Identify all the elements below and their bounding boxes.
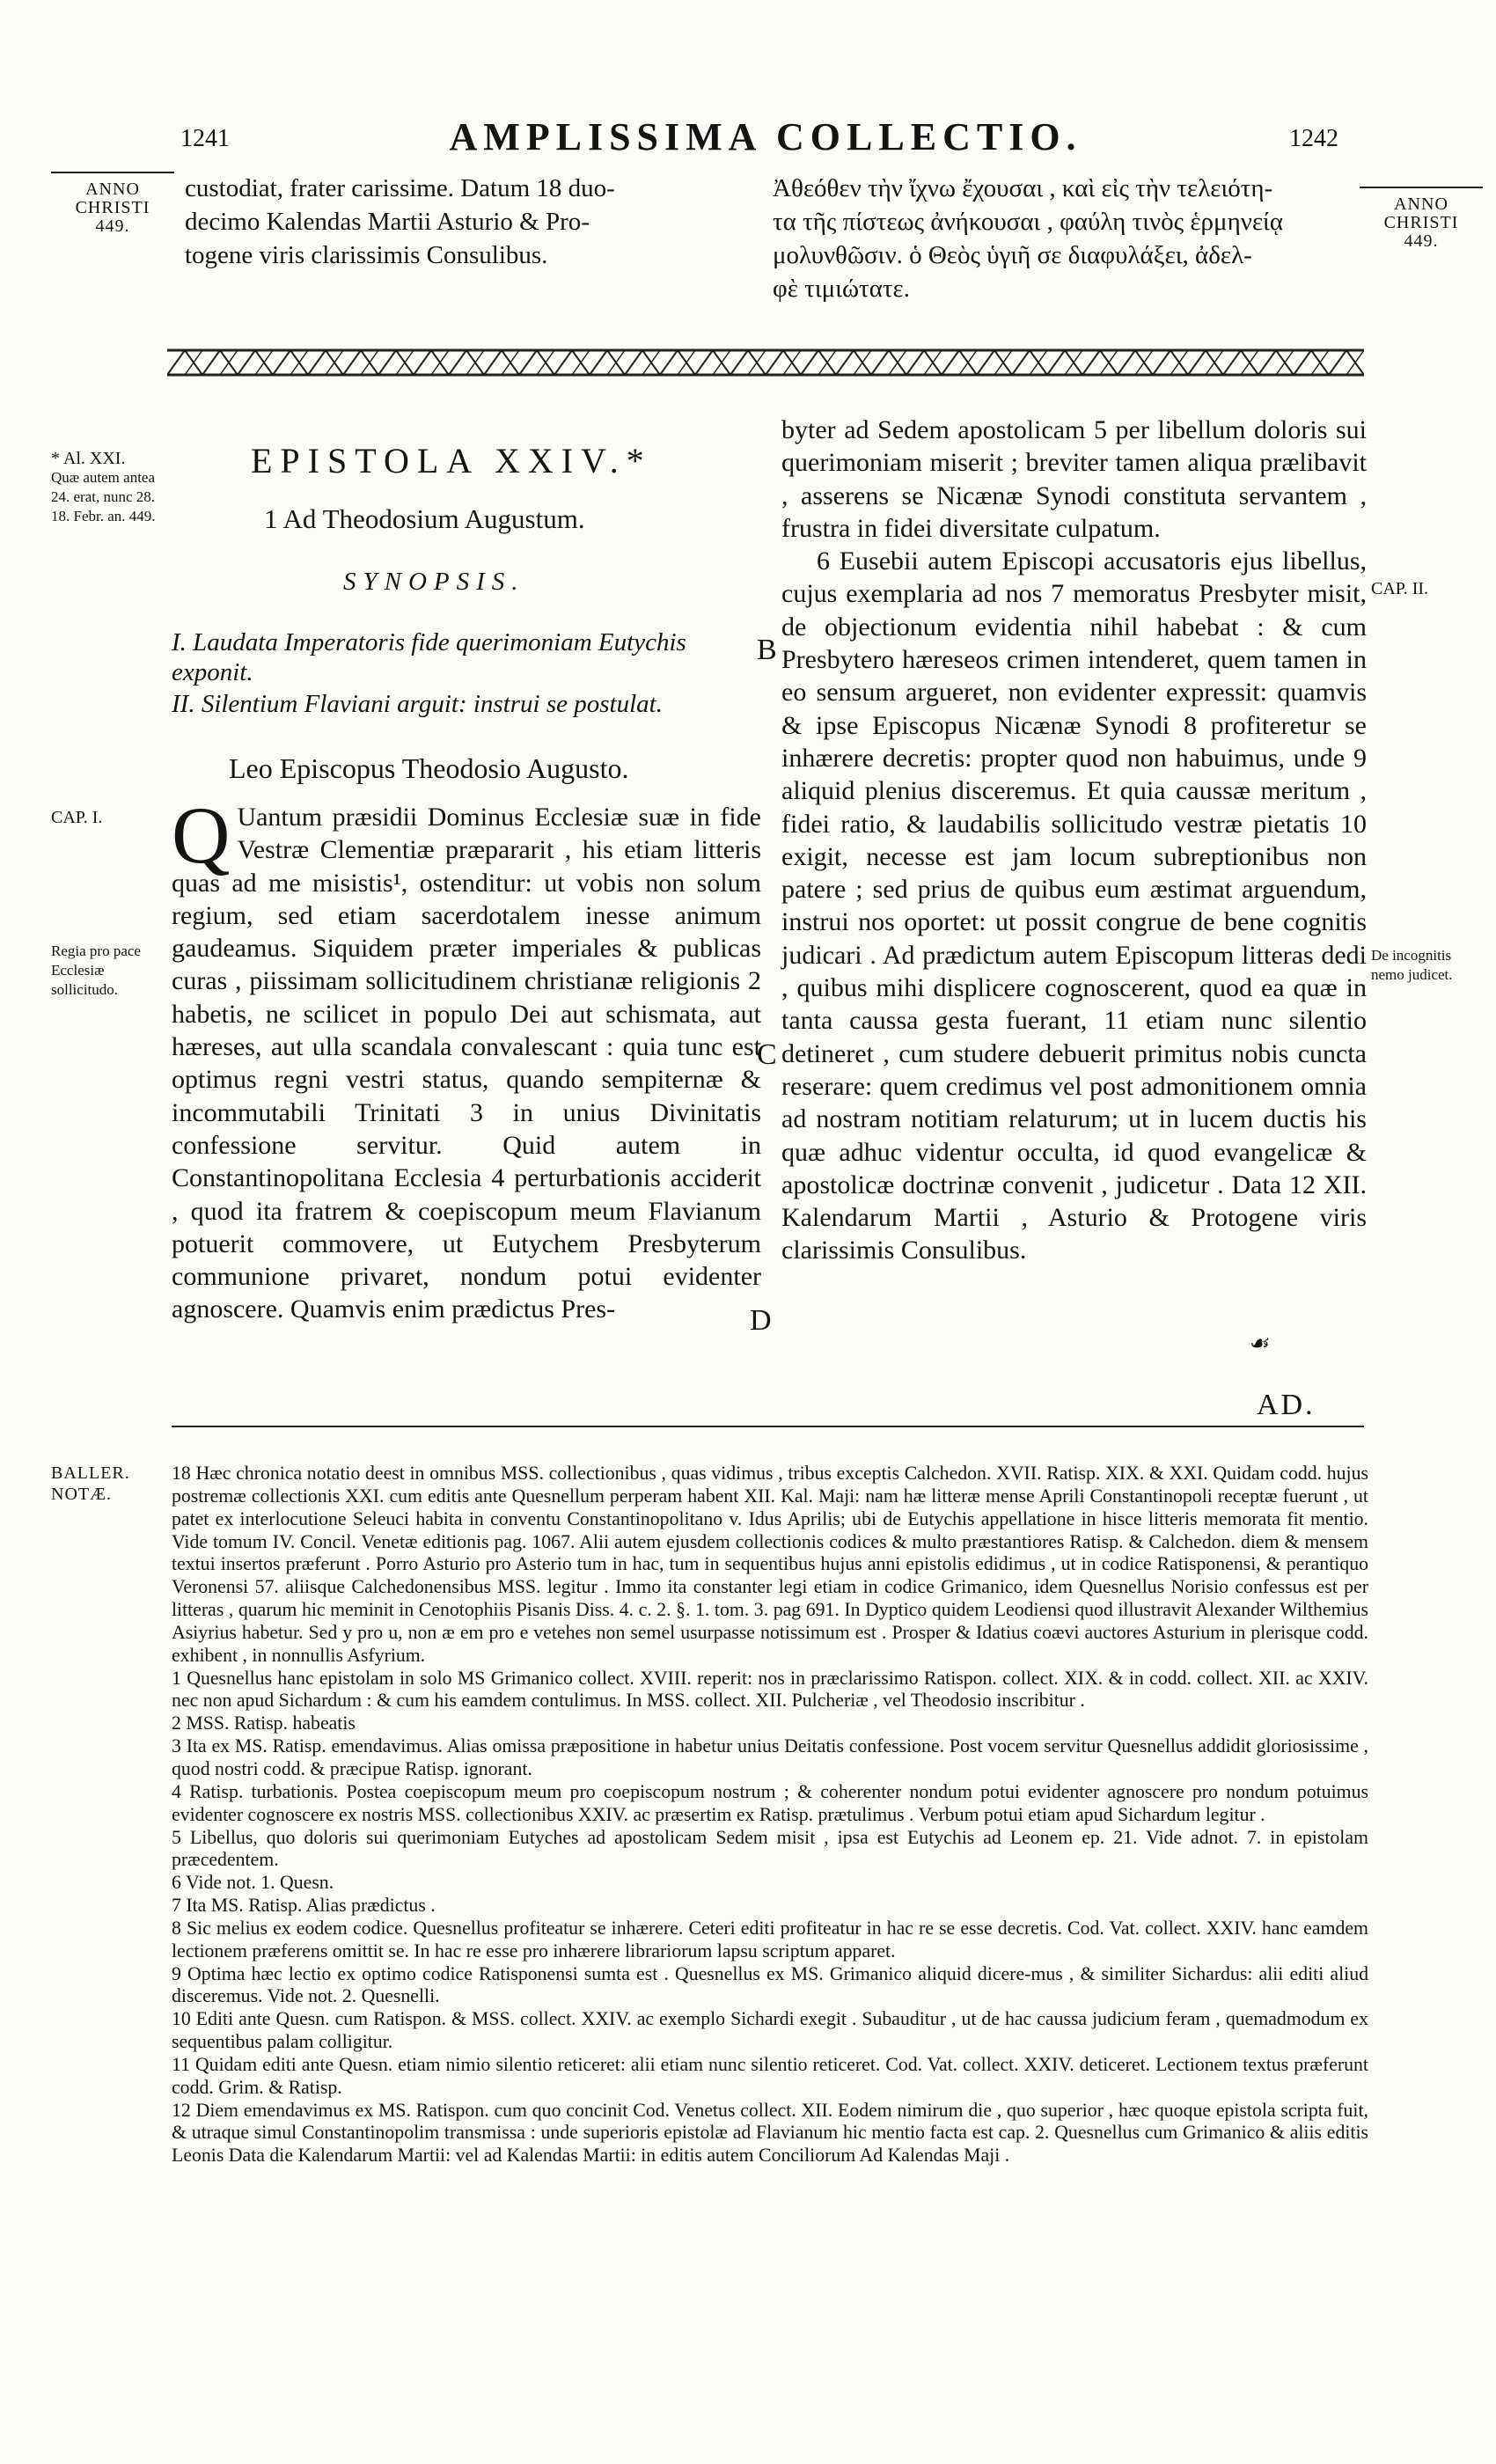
ornament-band (167, 341, 1364, 384)
epistle-subtitle (264, 503, 585, 535)
greek-closing (773, 172, 1358, 305)
right-column (781, 414, 1367, 1267)
margin-note-ai: * Al. XXI. (51, 449, 126, 468)
latin-line: togene viris clarissimis Consulibus. (185, 241, 548, 269)
latin-closing (185, 172, 766, 272)
salutation: Leo Episcopus Theodosio Augusto. (229, 752, 629, 784)
running-title: AMPLISSIMA COLLECTIO. (449, 115, 1082, 158)
right-column-para-1: byter ad Sedem apostolicam 5 per libellum doloris sui querimoniam miserit ; breviter tamen aliqua prælibavit , asserens se Nicænæ Synodi constituta servantem , frustra in fidei diversitate culpatum. (781, 415, 1367, 543)
latin-line: custodiat, frater carissime. Datum 18 duo- (185, 174, 615, 202)
footnote: 18 Hæc chronica notatio deest in omnibus MSS. collectionibus , quas vidimus , tribus exceptis Calchedon. XVII. Ratisp. XIX. & XXI. Quidam codd. hujus postremæ collectionis XXI. cum editis ante Quesnellum perperam habent XII. Kal. Maji: nam hæ litteræ mense Aprili Constantinopoli receptæ fuerunt , ut patet ex interlocutione Seleuci habita in conventu Constantinopolitano v. Idus Aprilis; ubi de Eutychis appellatione in hisce litteris memorata fit mentio. Vide tomum IV. Concil. Venetæ editionis pag. 1067. Alii autem ejusdem collectionis codices & multo præstantiores Ratisp. & Calchedon. diem & mensem textui insertos præferunt . Porro Asturio pro Asterio tum in hac, tum in sequentibus hujus anni epistolis edidimus , ut in codice Ratisponensi, & perantiquo Veronensi 57. aliisque Calchedonensibus MSS. legitur . Immo ita constanter legi etiam in codice Grimanico, idem Quesnellus Norisio confessus est per litteras , quarum hic meminit in Cenotophiis Pisanis Diss. 4. c. 2. §. 1. tom. 3. pag 691. In Dyptico quidem Leodiensi quod illustravit Alexander Wilthemius Asiyrius habetur. Sed y pro u, non æ em pro e vetehes non semel usurpasse notissimum est . Prosper & Idatius coævi auctores Asturium in plerisque codd. exhibent , in nonnullis Asfyrium. (172, 1463, 1368, 1666)
margin-note-quae: Quæ autem antea 24. erat, nunc 28. 18. Febr. an. 449. (51, 469, 156, 524)
footnote: 2 MSS. Ratisp. habeatis (172, 1712, 356, 1734)
anno-christi-right (1360, 187, 1483, 251)
anno-label: ANNO (1394, 194, 1448, 214)
footnote: 4 Ratisp. turbationis. Postea coepiscopum meum pro coepiscopum nostrum ; & coherenter nondum potui evidenter agnoscere pro nondum potuimus evidenter cognoscere ex nostris MSS. collectionibus XXIV. ac præsertim ex Ratisp. prætulimus . Verbum potui etiam apud Sichardum legitur . (172, 1780, 1368, 1825)
year-label: 449. (1404, 231, 1439, 251)
christi-label: CHRISTI (1383, 213, 1459, 232)
cap-ii-label: CAP. II. (1371, 579, 1429, 598)
footnote: 8 Sic melius ex eodem codice. Quesnellus profiteatur se inhærere. Ceteri editi profiteatur in hac re se esse decretis. Cod. Vat. collect. XXIV. hanc eamdem lectionem præferens omittit se. In hac re esse pro inhærere librariorum lapsu scriptum apparet. (172, 1917, 1368, 1962)
footnote: 9 Optima hæc lectio ex optimo codice Ratisponensi sumta est . Quesnellus ex MS. Grimanico aliquid dicere-mus , & similiter Sichardus: alii editi aliud disceremus. Vide not. 2. Quesnelli. (172, 1962, 1368, 2007)
note-ref: 1 (264, 503, 278, 534)
segment-marker-b: B (757, 634, 777, 666)
left-column-text: Uantum præsidii Dominus Ecclesiæ suæ in fide Vestræ Clementiæ præpararit , his etiam litteris quas ad me misistis¹, ostenditur: ut vobis non solum regium, sed etiam sacerdotalem inesse animum gaudeamus. Siquidem præter imperiales & publicas curas , piissimam sollicitudinem christianæ religionis 2 habetis, ne scilicet in populo Dei aut schismata, aut hæreses, aut ulla scandala convalescant : quia tunc est optimus regni vestri status, quando sempiternæ & incommutabili Trinitati 3 in unius Divinitatis confessione servitur. Quid autem in Constantinopolitana Ecclesia 4 perturbationis acciderit , quod ita fratrem & coepiscopum meum Flavianum potuerit commovere, ut Eutychem Presbyterum communione privaret, nondum potui evidenter agnoscere. Quamvis enim prædictus Pres- (172, 803, 761, 1324)
anno-christi-left (51, 172, 174, 236)
anno-label: ANNO (85, 180, 140, 199)
footnote: 7 Ita MS. Ratisp. Alias prædictus . (172, 1895, 436, 1917)
page-number-left: 1241 (180, 125, 230, 152)
epistle-title: EPISTOLA XXIV.* (251, 441, 652, 480)
margin-note-regia: Regia pro pace Ecclesiæ sollicitudo. (51, 942, 141, 998)
segment-marker-c: C (757, 1038, 777, 1071)
footnote: 11 Quidam editi ante Quesn. etiam nimio silentio reticeret: alii etiam nunc silentio reticeret. Cod. Vat. collect. XXIV. deticeret. Lectionem textus præferunt codd. Grim. & Ratisp. (172, 2053, 1368, 2098)
christi-label: CHRISTI (75, 198, 150, 217)
footnote: 10 Editi ante Quesn. cum Ratispon. & MSS. collect. XXIV. ac exemplo Sichardi exegit . Subauditur , ut de hac caussa judicium feram , quemadmodum ex sequentibus palam colligitur. (172, 2008, 1368, 2053)
synopsis-item-1: I. Laudata Imperatoris fide querimoniam Eutychis exponit. (172, 628, 686, 686)
synopsis-label: SYNOPSIS. (343, 568, 525, 596)
notes-divider (172, 1426, 1364, 1427)
segment-marker-d: D (750, 1304, 772, 1337)
greek-line: μολυνθῶσιν. ὁ Θεὸς ὑγιῆ σε διαφυλάξει, ἀδελ- (773, 241, 1252, 269)
footnote: 12 Diem emendavimus ex MS. Ratispon. cum quo concinit Cod. Venetus collect. XII. Eodem nimirum die , quo superior , hæc quoque epistola scripta fuit, & utraque simul Constantinopolim transmissa : unde superioris epistolæ ad Flavianum hic mentio facta est cap. 2. Quesnellus cum Grimanico & aliis editis Leonis Data die Kalendarum Martii: vel ad Kalendas Martii: in editis autem Conciliorum Ad Kalendas Maji . (172, 2099, 1368, 2167)
signature-flourish: ☙ (1248, 1331, 1269, 1356)
baller-label: BALLER. (51, 1463, 130, 1483)
greek-line: φὲ τιμιώτατε. (773, 275, 910, 303)
drop-cap: Q (172, 790, 231, 880)
notae-label: NOTÆ. (51, 1485, 112, 1504)
footnotes (172, 1463, 1368, 2167)
margin-note-alternate (51, 449, 174, 526)
greek-line: τα τῆς πίστεως ἀνήκουσαι , φαύλη τινὸς ἑρμηνείᾳ (773, 208, 1284, 236)
footnote: 6 Vide not. 1. Quesn. (172, 1872, 334, 1894)
catchword: AD. (1257, 1389, 1316, 1421)
synopsis-item-2: II. Silentium Flaviani arguit: instrui se postulat. (172, 690, 663, 718)
page-number-right: 1242 (1289, 125, 1338, 152)
margin-note-de-incognitis: De incognitis nemo judicet. (1371, 947, 1453, 983)
left-column (172, 790, 761, 1326)
right-column-para-2: 6 Eusebii autem Episcopi accusatoris ejus libellus, cujus exemplaria ad nos 7 memoratus Presbyter misit, de objectionum evidentia nihil habebat : & cum Presbytero hæreseos crimen intenderet, quem tamen in eo sensum argueret, non evidenter expressit: quamvis & ipse Episcopus Nicænæ Synodi 8 profiteretur se inhærere decretis: propter quod non habuimus, unde 9 aliquid plenius disceremus. Et quia caussæ meritum , fidei ratio, & laudabilis sollicitudo vestræ pietatis 10 exigit, necesse est jam locum subreptionibus non patere ; sed prius de quibus eum æstimat arguendum, instrui nos oportet: ut possit congrue de bene cognitis judicari . Ad prædictum autem Episcopum litteras dedi , quibus mihi displicere cognoscerent, quod ea quæ in tanta caussa gesta fuerant, 11 etiam nunc silentio detineret , cum studere debuerit primitus nobis cuncta reserare: quem credimus vel post admonitionem omnia ad nostram notitiam relaturum; ut in lucem ductis his quæ adhuc videntur occulta, id quod evangelicæ & apostolicæ doctrinæ convenit , judicetur . Data 12 XII. Kalendarum Martii , Asturio & Protogene viris clarissimis Consulibus. (781, 546, 1367, 1265)
footnote: 3 Ita ex MS. Ratisp. emendavimus. Alias omissa præpositione in habetur unius Deitatis confessione. Post vocem servitur Quesnellus addidit gloriosissime , quod nostri codd. & præcipue Ratisp. ignorant. (172, 1735, 1368, 1779)
greek-line: Ἀθεόθεν τὴν ἴχνω ἔχουσαι , καὶ εἰς τὴν τελειότη- (773, 174, 1273, 202)
latin-line: decimo Kalendas Martii Asturio & Pro- (185, 208, 590, 236)
year-label: 449. (95, 216, 130, 236)
footnote: 1 Quesnellus hanc epistolam in solo MS Grimanico collect. XVIII. reperit: nos in præclarissimo Ratispon. collect. XIX. & in codd. collect. XII. ac XXIV. nec non apud Sichardum : & cum his eamdem contulimus. In MSS. collect. XII. Pulcheriæ , vel Theodosio inscribitur . (172, 1667, 1368, 1712)
subtitle-text: Ad Theodosium Augustum. (282, 503, 585, 534)
footnote: 5 Libellus, quo doloris sui querimoniam Eutyches ad apostolicam Sedem misit , ipsa est Eutychis ad Leonem ep. 21. Vide adnot. 7. in epistolam præcedentem. (172, 1826, 1368, 1871)
cap-i-label: CAP. I. (51, 808, 103, 827)
baller-notes-label (51, 1463, 130, 1505)
